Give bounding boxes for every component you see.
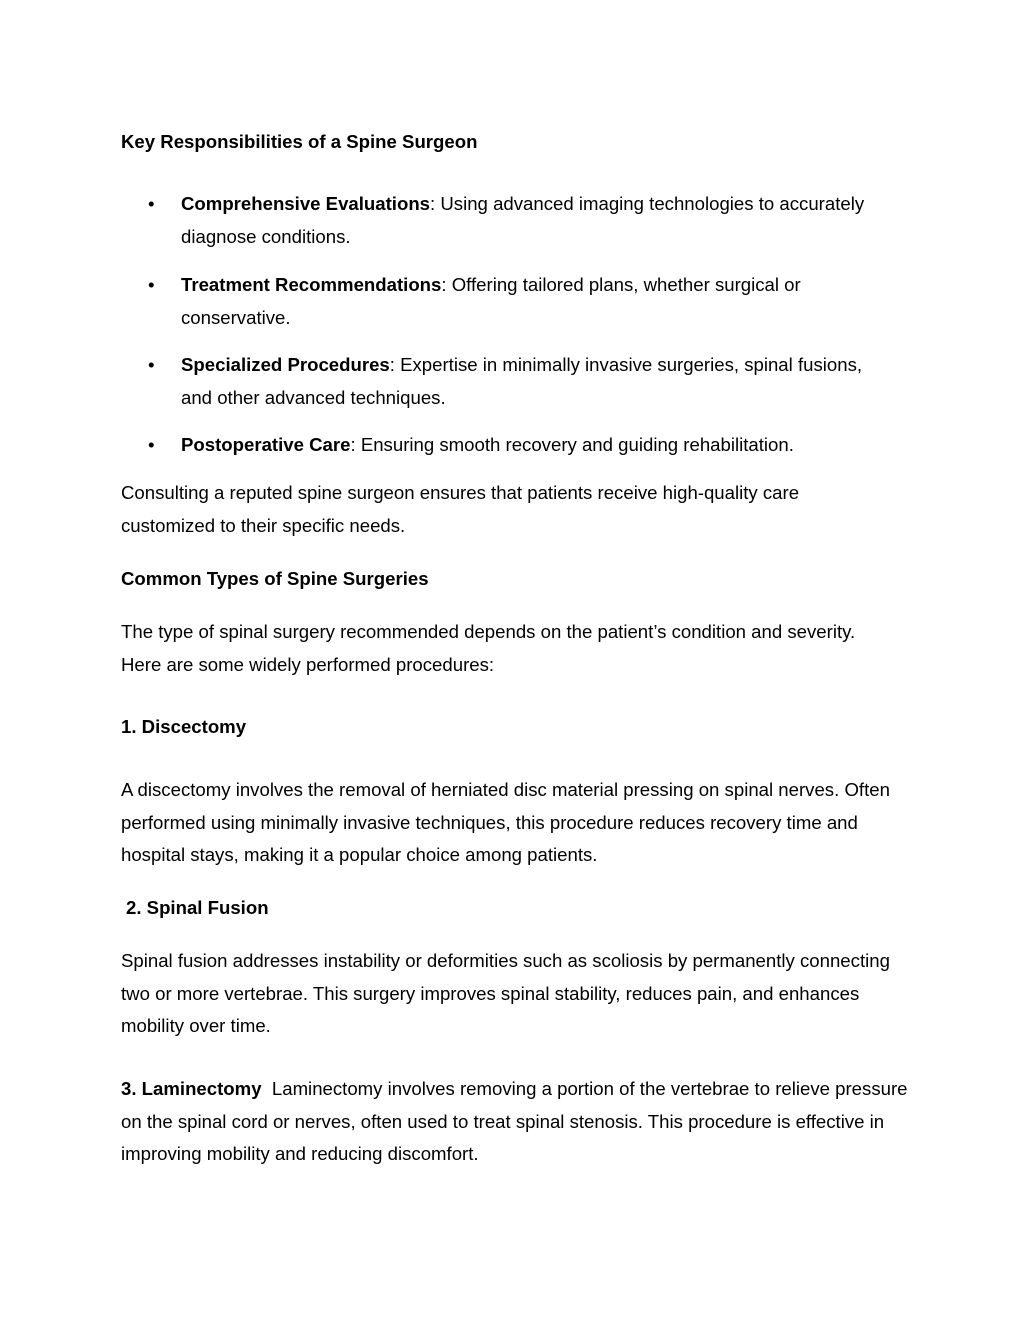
closing-paragraph: Consulting a reputed spine surgeon ensures that patients receive high-quality care customized to their specific needs. [121, 482, 800, 536]
section-heading-responsibilities: Key Responsibilities of a Spine Surgeon [121, 131, 478, 152]
discectomy-paragraph: A discectomy involves the removal of herniated disc material pressing on spinal nerves. Often performed using minimally invasive techniques, this procedure reduces recovery time and hospital stays, making it a popular choice among patients. [121, 779, 890, 866]
list-item-term: Specialized Procedures [181, 354, 390, 375]
section-heading-surgery-types: Common Types of Spine Surgeries [121, 568, 429, 589]
list-item-text: : Using advanced imaging technologies to accurately diagnose conditions. [181, 193, 865, 247]
spinal-fusion-paragraph: Spinal fusion addresses instability or deformities such as scoliosis by permanently connecting two or more vertebrae. This surgery improves spinal stability, reduces pain, and enhances mobility over time. [121, 950, 890, 1037]
list-item [148, 349, 881, 414]
list-item-term: Postoperative Care [181, 434, 351, 455]
bullet-icon: • [148, 434, 155, 455]
list-item [148, 188, 881, 253]
bullet-icon: • [148, 274, 155, 295]
list-item [148, 269, 881, 334]
laminectomy-paragraph [121, 1073, 911, 1171]
intro-paragraph: The type of spinal surgery recommended depends on the patient’s condition and severity. Here are some widely performed procedures: [121, 621, 856, 675]
laminectomy-heading: 3. Laminectomy [121, 1078, 262, 1099]
list-item-term: Comprehensive Evaluations [181, 193, 431, 214]
list-item [148, 429, 901, 462]
laminectomy-body: Laminectomy involves removing a portion of the vertebrae to relieve pressure on the spinal cord or nerves, often used to treat spinal stenosis. This procedure is effective in improving mobility and reducing discomfort. [121, 1078, 908, 1165]
list-item-text: : Expertise in minimally invasive surgeries, spinal fusions, and other advanced techniques. [181, 354, 863, 408]
spinal-fusion-heading: 2. Spinal Fusion [126, 897, 269, 918]
list-item-text: : Ensuring smooth recovery and guiding rehabilitation. [350, 434, 794, 455]
list-item-text: : Offering tailored plans, whether surgical or conservative. [181, 274, 801, 328]
bullet-icon: • [148, 354, 155, 375]
list-item-term: Treatment Recommendations [181, 274, 442, 295]
discectomy-heading: 1. Discectomy [121, 716, 247, 737]
bullet-icon: • [148, 193, 155, 214]
